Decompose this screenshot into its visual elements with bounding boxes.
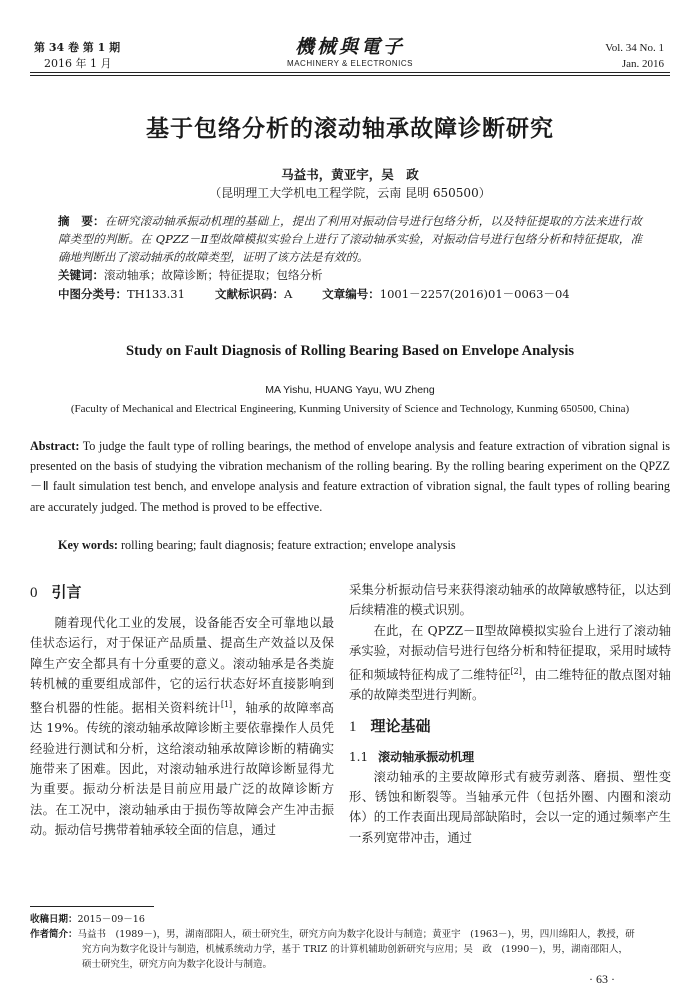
section-number: 0 — [30, 585, 38, 601]
abstract-label-en: Abstract: — [30, 439, 80, 453]
bio-line: 硕士研究生，研究方向为数字化设计与制造。 — [82, 959, 273, 970]
paper-title-cn: 基于包络分析的滚动轴承故障诊断研究 — [146, 115, 554, 142]
doc-code-value: A — [283, 287, 293, 301]
section-1-heading — [349, 714, 671, 739]
header-rule — [30, 72, 670, 73]
section-number: 1 — [349, 718, 357, 735]
paragraph: 滚动轴承的主要故障形式有疲劳剥落、磨损、塑性变形、锈蚀和断裂等。当轴承元件（包括外圈、内圈和滚动体）的工作表面出现局部缺陷时，会以一定的通过频率产生一系列宽带冲击，通过 — [349, 769, 671, 845]
article-no-label: 文章编号： — [322, 287, 380, 301]
classification-line — [58, 285, 570, 303]
date-en: Jan. 2016 — [621, 58, 664, 70]
volume-cn: 第 34 卷 第 1 期 — [34, 41, 121, 54]
bio-line: 马益书 (1989－)，男，湖南邵阳人，硕士研究生，研究方向为数字化设计与制造；黄亚宇 (1963－)，男，四川绵阳人，教授，研 — [77, 929, 635, 940]
subsection-title: 滚动轴承振动机理 — [378, 749, 475, 764]
subsection-number: 1.1 — [349, 749, 369, 764]
bio-label: 作者简介： — [30, 929, 78, 940]
keywords-en — [58, 538, 456, 553]
section-title: 理论基础 — [370, 716, 431, 735]
body-column-right — [349, 580, 671, 848]
volume-en: Vol. 34 No. 1 — [605, 42, 664, 54]
affiliation-en: (Faculty of Mechanical and Electrical Engineering, Kunming University of Science and Technology, Kunming 650500, China) — [70, 403, 630, 415]
keywords-label-en: Key words: — [58, 538, 118, 552]
paragraph — [30, 613, 334, 841]
citation: [1] — [220, 699, 233, 709]
journal-masthead — [230, 36, 470, 70]
authors-en: MA Yishu, HUANG Yayu, WU Zheng — [265, 384, 435, 396]
abstract-cn — [58, 212, 642, 266]
body-column-left — [30, 580, 334, 841]
abstract-en — [30, 436, 670, 517]
footnote-rule — [30, 906, 154, 907]
author-bio — [30, 927, 670, 972]
section-title: 引言 — [51, 583, 82, 601]
footnote — [30, 912, 670, 972]
date-cn: 2016 年 1 月 — [44, 57, 112, 70]
doc-code-label: 文献标识码： — [214, 287, 284, 301]
paragraph-text: 在此，在 QPZZ－Ⅱ型故障模拟实验台上进行了滚动轴承实验，对振动信号进行包络分析和特征提取，采用时域特征和频域特征构成了二维特征 — [349, 623, 671, 682]
clc-label: 中图分类号： — [58, 287, 127, 301]
authors-cn: 马益书，黄亚宇，吴 政 — [281, 167, 419, 182]
keywords-text-en: rolling bearing; fault diagnosis; feature extraction; envelope analysis — [120, 538, 456, 552]
paragraph — [349, 621, 671, 706]
header-left — [34, 40, 120, 72]
paragraph-text: 随着现代化工业的发展，设备能否安全可靠地以最佳状态运行，对于保证产品质量、提高生产效益以及保障生产安全都具有十分重要的意义。滚动轴承是各类旋转机械的重要组成部件，它的运行状态好坏直接影响到整台机器的性能。据相关资料统计 — [30, 616, 334, 715]
clc-value: TH133.31 — [127, 287, 185, 301]
subsection-1-1-heading — [349, 747, 671, 767]
paragraph-text: ，轴承的故障率高达 19%。传统的滚动轴承故障诊断主要依靠操作人员凭经验进行测试和分析，这给滚动轴承故障诊断的精确实施带来了困难。因此，对滚动轴承进行故障诊断显得尤为重要。振动分析法是目前应用最广泛的故障诊断方法。在工况中，滚动轴承由于损伤等故障会产生冲击振动。振动信号携带着轴承较全面的信息，通过 — [30, 700, 334, 838]
paragraph: 采集分析振动信号来获得滚动轴承的故障敏感特征，以达到后续精准的模式识别。 — [349, 583, 671, 618]
abstract-label-cn: 摘 要： — [58, 214, 105, 228]
journal-logo: 機械與電子 — [294, 36, 405, 58]
keywords-text-cn: 滚动轴承；故障诊断；特征提取；包络分析 — [104, 268, 323, 282]
journal-name-en: MACHINERY & ELECTRONICS — [287, 59, 413, 68]
keywords-label-cn: 关键词： — [58, 268, 104, 282]
header-rule-thin — [30, 75, 670, 76]
received-date — [30, 912, 670, 927]
paper-title-en: Study on Fault Diagnosis of Rolling Bearing Based on Envelope Analysis — [126, 343, 574, 359]
abstract-text-en: To judge the fault type of rolling bearings, the method of envelope analysis and feature extraction of vibration signal is presented on the basis of studying the vibration mechanism of the rolling bearing. By the rolling bearing experiment on the QPZZ－Ⅱ fault simulation test bench, and envelope analysis and feature extraction of vibration signal, the fault types of rolling bearing are accurately judged. The method is proved to be effective. — [30, 439, 671, 514]
paragraph-text: ，由二维特征的散点图对轴承的故障类型进行判断。 — [349, 667, 671, 703]
affiliation-cn: （昆明理工大学机电工程学院，云南 昆明 650500） — [209, 186, 491, 200]
article-no-value: 1001－2257(2016)01－0063－04 — [379, 287, 570, 301]
page-number: · 63 · — [589, 972, 615, 986]
header-right — [605, 40, 664, 72]
section-0-heading — [30, 580, 334, 605]
bio-line: 究方向为数字化设计与制造，机械系统动力学，基于 TRIZ 的计算机辅助创新研究与应用；吴 政 (1990－)，男，湖南邵阳人， — [82, 944, 628, 955]
received-label: 收稿日期： — [30, 914, 78, 925]
received-value: 2015－09－16 — [77, 914, 145, 925]
citation: [2] — [510, 666, 522, 676]
abstract-text-cn: 在研究滚动轴承振动机理的基础上，提出了利用对振动信号进行包络分析，以及特征提取的方法来进行故障类型的判断。在 QPZZ－Ⅱ型故障模拟实验台上进行了滚动轴承实验，对振动信号进行包络分析和特征提取，准确地判断出了滚动轴承的故障类型，证明了该方法是有效的。 — [58, 214, 642, 264]
keywords-cn — [58, 266, 323, 284]
